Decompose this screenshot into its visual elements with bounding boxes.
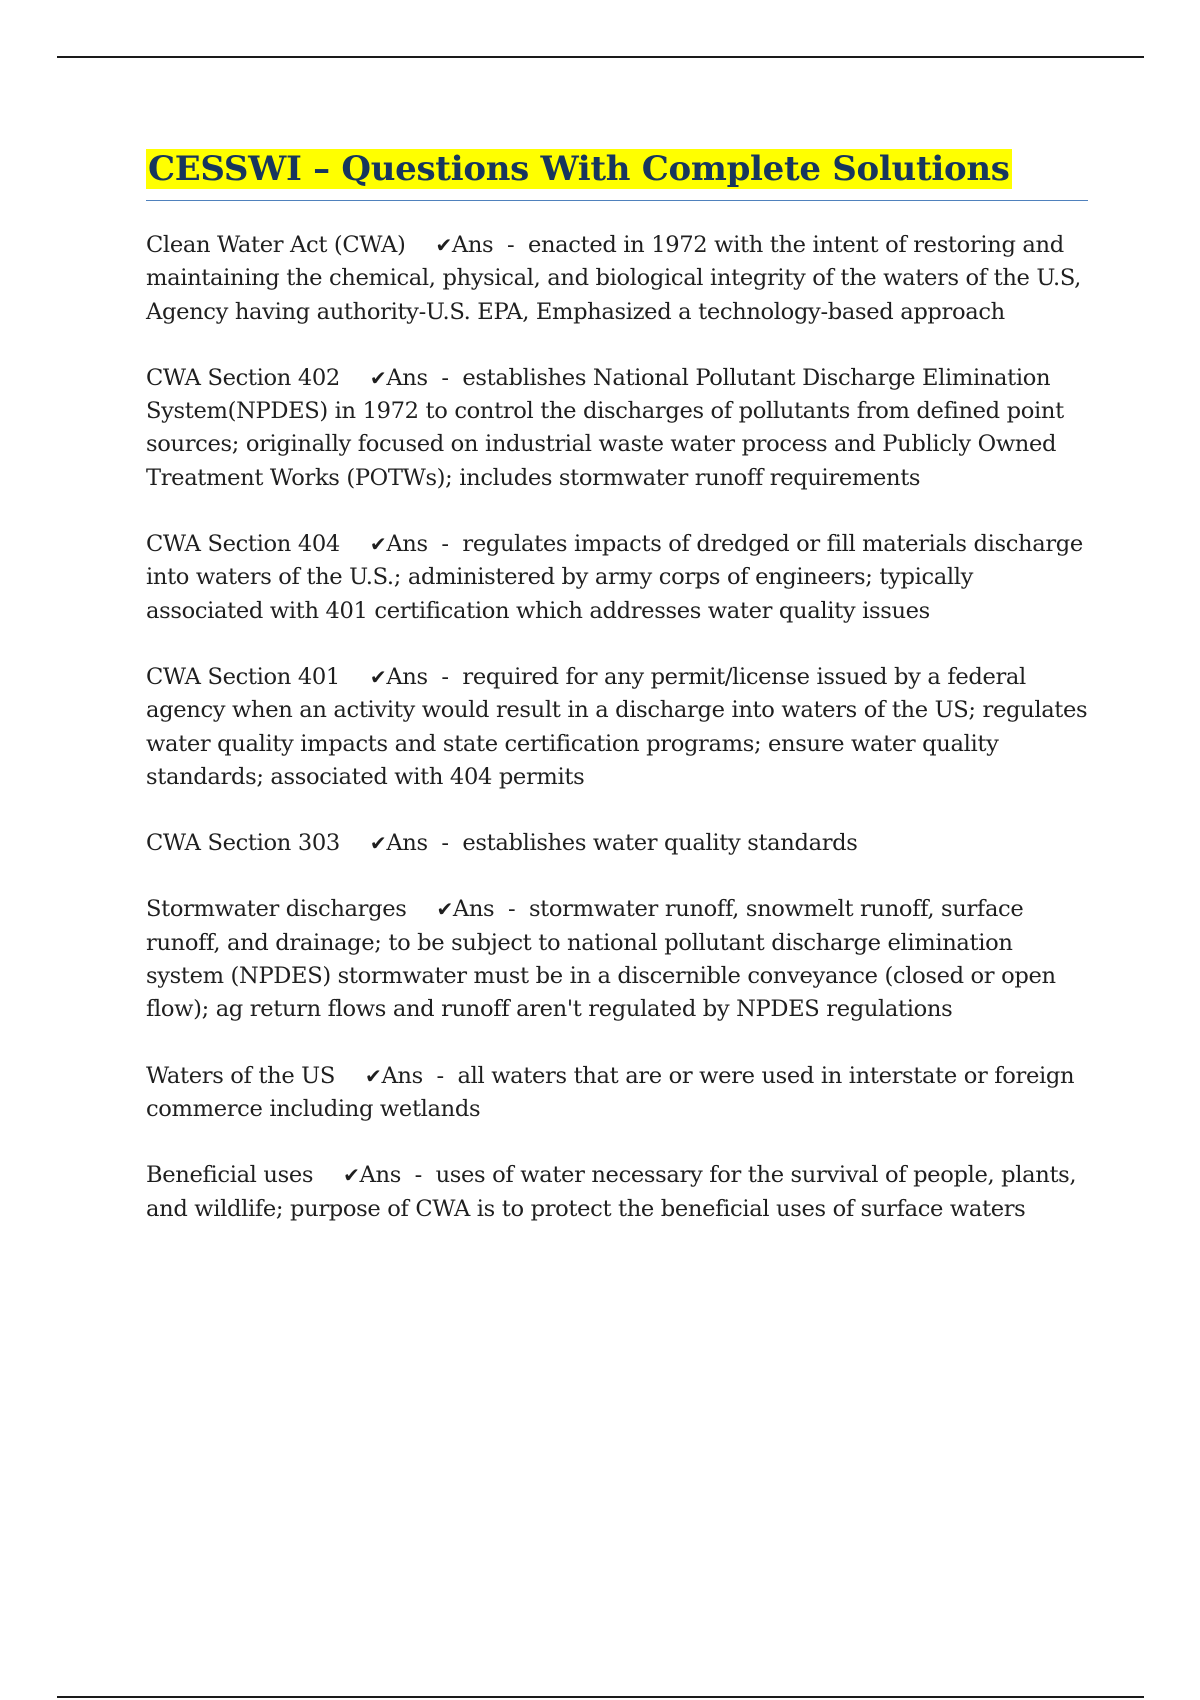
ans-label: Ans: [359, 1162, 401, 1189]
checkmark-icon: ✔: [435, 233, 452, 257]
qa-answer: enacted in 1972 with the intent of restoring and maintaining the chemical, physical, and biological integrity of the waters of the U.S, Agency having authority-U.S. EPA, Emphasized a technology-based approach: [146, 232, 1082, 325]
qa-answer: required for any permit/license issued by a federal agency when an activity would result in a discharge into waters of the US; regulates water quality impacts and state certification programs; ensure water quality standards; associated with 404 permits: [146, 663, 1088, 790]
qa-item: [146, 1060, 1088, 1127]
checkmark-icon: ✔: [369, 365, 387, 390]
ans-label: Ans: [451, 232, 494, 258]
qa-item: [146, 661, 1088, 794]
qa-term: CWA Section 404: [146, 531, 340, 558]
qa-answer: establishes National Pollutant Discharge Elimination System(NPDES) in 1972 to control the discharges of pollutants from defined point sources; originally focused on industrial waste water process and Publicly Owned Treatment Works (POTWs); includes stormwater runoff requirements: [146, 364, 1064, 491]
qa-item: [146, 827, 1088, 860]
separator: -: [494, 896, 529, 923]
qa-list: [146, 229, 1088, 1226]
qa-answer: stormwater runoff, snowmelt runoff, surface runoff, and drainage; to be subject to national pollutant discharge elimination system (NPDES) stormwater must be in a discernible conveyance (closed or open flow); ag return flows and runoff aren't regulated by NPDES regulations: [146, 896, 1056, 1023]
qa-term: CWA Section 402: [146, 364, 340, 391]
qa-term: Beneficial uses: [146, 1162, 314, 1189]
ans-label: Ans: [386, 663, 428, 690]
separator: -: [427, 830, 463, 857]
ans-label: Ans: [386, 364, 428, 391]
checkmark-icon: ✔: [343, 1163, 360, 1188]
qa-answer: uses of water necessary for the survival of people, plants, and wildlife; purpose of CWA is to protect the beneficial uses of surface waters: [146, 1162, 1077, 1222]
qa-answer: all waters that are or were used in interstate or foreign commerce including wetlands: [146, 1062, 1075, 1122]
checkmark-icon: ✔: [365, 1063, 382, 1088]
separator: -: [427, 364, 463, 391]
header-rule: [57, 56, 1144, 58]
qa-term: Stormwater discharges: [146, 896, 407, 923]
checkmark-icon: ✔: [369, 532, 387, 557]
document-title: CESSWI – Questions With Complete Solutions: [148, 149, 1010, 189]
qa-answer: regulates impacts of dredged or fill materials discharge into waters of the U.S.; administered by army corps of engineers; typically associated with 401 certification which addresses water quality issues: [146, 531, 1083, 624]
qa-item: [146, 362, 1088, 495]
ans-label: Ans: [452, 896, 495, 923]
qa-term: Waters of the US: [146, 1062, 336, 1089]
checkmark-icon: ✔: [369, 831, 387, 856]
ans-label: Ans: [381, 1062, 423, 1089]
qa-term: CWA Section 303: [146, 830, 340, 857]
document-body: [146, 146, 1088, 1259]
separator: -: [400, 1162, 436, 1189]
footer-rule: [57, 1696, 1144, 1698]
qa-item: [146, 229, 1088, 329]
qa-term: Clean Water Act (CWA): [146, 232, 406, 258]
checkmark-icon: ✔: [369, 664, 387, 689]
title-block: [146, 146, 1088, 201]
separator: -: [422, 1062, 458, 1089]
ans-label: Ans: [386, 531, 428, 558]
separator: -: [427, 531, 463, 558]
qa-answer: establishes water quality standards: [462, 830, 858, 857]
separator: -: [427, 663, 463, 690]
separator: -: [493, 232, 528, 258]
checkmark-icon: ✔: [436, 897, 453, 922]
qa-item: [146, 1159, 1088, 1226]
qa-term: CWA Section 401: [146, 663, 340, 690]
qa-item: [146, 893, 1088, 1026]
ans-label: Ans: [386, 830, 428, 857]
qa-item: [146, 528, 1088, 628]
